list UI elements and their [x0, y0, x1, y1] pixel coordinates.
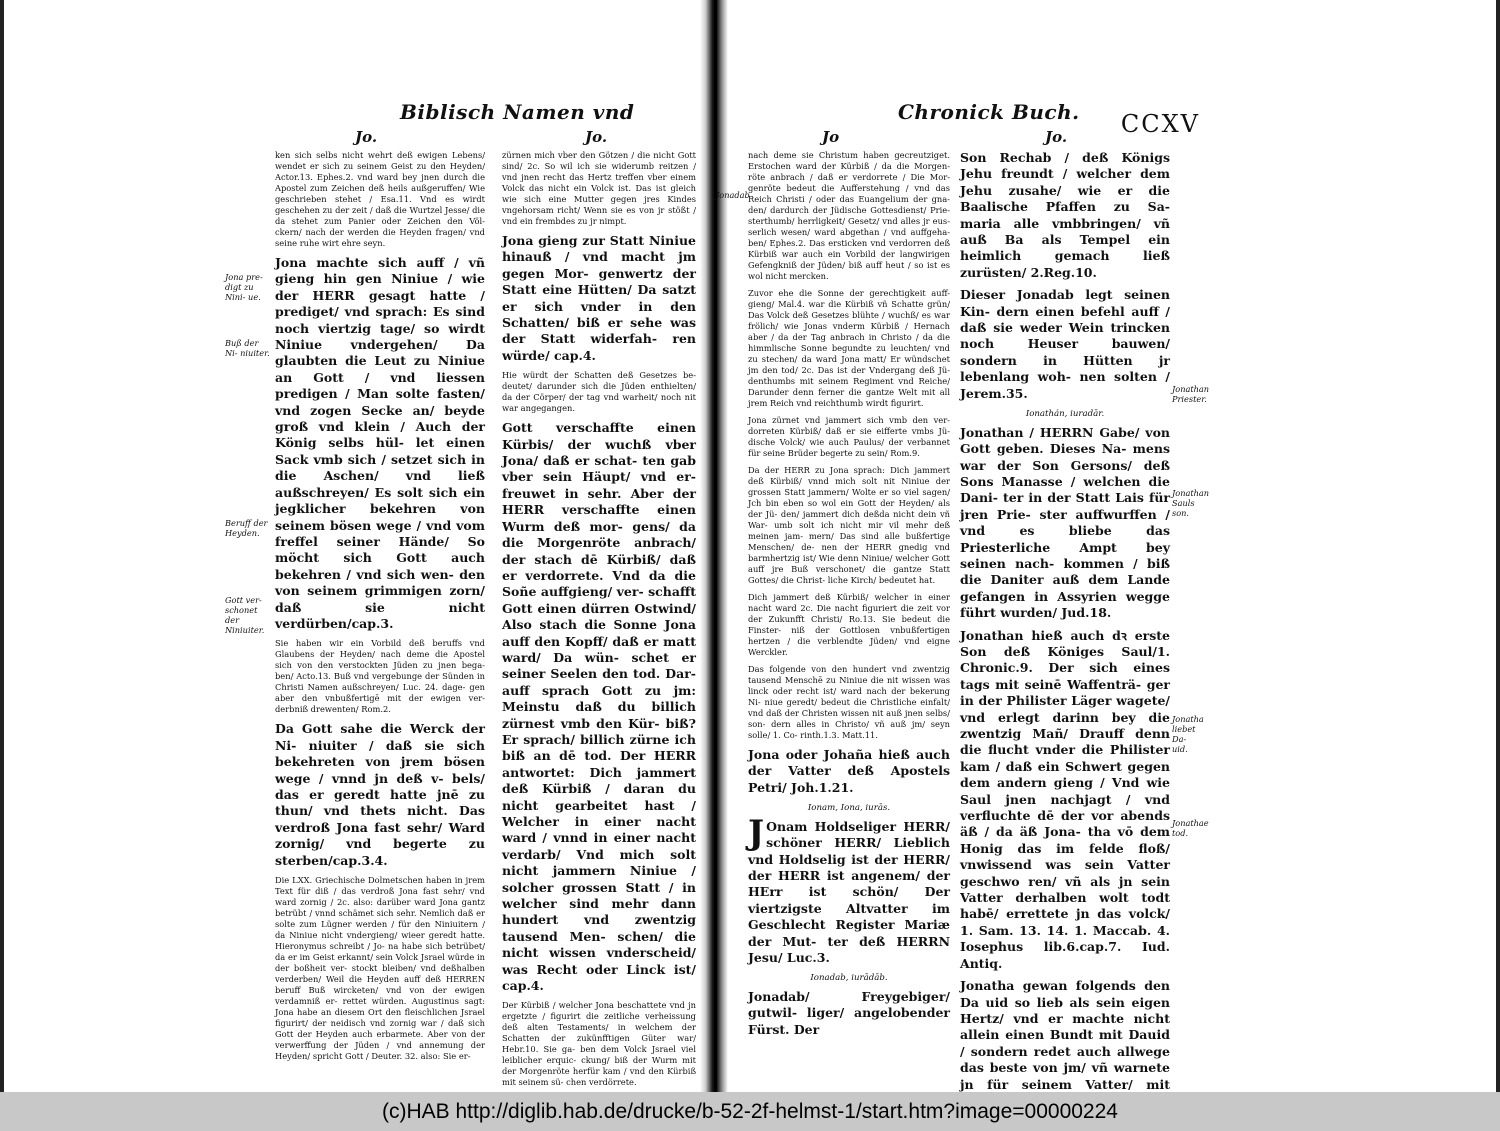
paragraph: Jona gieng zur Statt Niniue hinauß / vnd macht jm gegen Mor- genwertz der Statt eine Hütten/ Da satzt er sich vnder in den Schatten/ biß er sehe was der Statt widerfah- ren würde/ cap.4.: [502, 233, 696, 363]
column-head-left-2: Jo.: [585, 128, 608, 146]
margin-note: Jonathan Priester.: [1172, 384, 1210, 404]
paragraph: Jonathan hieß auch dꝛ erste Son deß Königes Saul/1. Chronic.9. Der sich eines tags mit seinē Waffenträ- ger in der Philister Läger wagete/ vnd erlegt darinn bey die zwentzig Mañ/ Drauff denn die flucht vnder die Philister kam / daß ein Schwert gegen dem andern gieng / Vnd wie Saul jnen nachjagt / vnd verfluchte dē der vor abends äß / da äß Jona- tha vō dem Honig das im felde floß/ vnwissend was sein Vatter geschwo ren/ vñ als jn sein Vatter derhalben wolt todt habē/ errettete jn das volck/ 1. Sam. 13. 14. 1. Maccab. 4. Iosephus lib.6.cap.7. Iud. Antiq.: [960, 627, 1170, 971]
margin-note: Gott ver- schonet der Niniuiter.: [225, 595, 265, 635]
right-page: [716, 0, 1210, 1092]
paragraph: nach deme sie Christum haben gecreutziget. Erstochen ward der Kürbiß / da die Morgen- röte anbrach / daß er verdorrete / Die Mor- genröte bedeut die Aufferstehung / vnd das Reich Christi / oder das Euangelium der gna- den/ dardurch der Jüdische Gottesdienst/ Prie- sterthumb/ herrligkeit/ Gesetz/ vnd alles jr eus- serlich wesen/ ward abgethan / vnd auffgeha- ben/ Ephes.2. Das ersticken vnd verdorren deß Kürbiß war auch ein Vorbild der langwirigen Gefengkniß der Jüden/ biß auff heut / so ist es wol nicht mercken.: [748, 150, 950, 281]
paragraph: Sie haben wir ein Vorbild deß beruffs vnd Glaubens der Heyden/ nach deme die Apostel sich von den verstockten Jüden zu jnen bega- ben/ Acto.13. Buß vnd vergebunge der Sünden in Christi Namen außschreyen/ Luc. 24. dage- gen aber den vnbußfertigē mit der ewigen ver- derbniß drewenten/ Rom.2.: [275, 638, 485, 715]
paragraph: Jona oder Johaña hieß auch der Vatter deß Apostels Petri/ Joh.1.21.: [748, 747, 950, 795]
paragraph: Jonatha gewan folgends den Da uid so lieb als sein eigen Hertz/ vnd er machte nicht allein einen Bundt mit Dauid / sondern redet auch allwege das beste von jm/ vñ warnete jn für seinem Vatter/ mit: [960, 978, 1170, 1092]
drop-cap: J: [748, 812, 765, 853]
entry-heading: Ionathán, iuradār.: [1025, 409, 1105, 420]
entry-heading: Ionadab, iurādāb.: [810, 973, 888, 984]
paragraph: Hie würdt der Schatten deß Gesetzes be- deutet/ darunder sich die Jüden enthielten/ da der Cörper/ der tag vnd warheit/ noch nit war angegangen.: [502, 370, 696, 414]
paragraph: Jonathan / HERRN Gabe/ von Gott geben. Dieses Na- mens war der Son Gersons/ deß Sons Manasse / welchen die Dani- ter in der Statt Lais für jren Prie- ster auffwurffen / vnd es bliebe das Priesterliche Ampt bey seinen nach- kommen / biß die Daniter auß dem Lande gefangen in Assyrien wegge führt wurden/ Jud.18.: [960, 424, 1170, 621]
margin-note: Buß der Ni- niuiter.: [225, 338, 270, 358]
paragraph: [748, 812, 950, 967]
running-head-left: Biblisch Namen vnd: [400, 100, 635, 124]
text-column-left-1: [275, 150, 485, 1068]
copyright-footer: [0, 1092, 1500, 1131]
column-head-left-1: Jo.: [355, 128, 378, 146]
gutter-shadow: [714, 0, 717, 1092]
paragraph-text: Onam Holdseliger HERR/ schöner HERR/ Lieblich vnd Holdselig ist der HERR/ der HERR ist angenem/ der HErr ist schön/ Der viertzigste Altvatter im Geschlecht Register Mariæ der Mut- ter deß HERRN Jesu/ Luc.3.: [748, 818, 950, 966]
text-column-right-1: [748, 150, 950, 1044]
source-citation: (c)HAB http://diglib.hab.de/drucke/b-52-2f-helmst-1/start.htm?image=00000224: [382, 1099, 1118, 1123]
paragraph: Jona zürnet vnd jammert sich vmb den ver- dorreten Kürbiß/ daß er sie eifferte vmbs Jü- dische Volck/ wie auch Paulus/ der verbannet für seine Brüder begerte zu sein/ Rom.9.: [748, 415, 950, 458]
left-page: [200, 0, 700, 1092]
text-column-right-2: [960, 150, 1170, 1092]
margin-note: Jonatha liebet Da- uid.: [1172, 714, 1204, 754]
margin-note: Beruff der Heyden.: [225, 518, 268, 538]
margin-note: Jona pre- digt zu Nini- ue.: [225, 272, 263, 302]
running-head-right: Chronick Buch.: [898, 100, 1080, 124]
margin-note: Jonathae tod.: [1172, 818, 1209, 838]
margin-note: Jonadab: [716, 190, 750, 200]
paragraph: Dich jammert deß Kürbiß/ welcher in einer nacht ward 2c. Die nacht figuriert die zeit vor der Zukunfft Christi/ Ro.13. Sie bedeut die Finster- niß der Gottlosen vnbußfertigen hertzen / die verblendte Jüden/ vnd eigne Werckler.: [748, 592, 950, 657]
scan-edge-right: [1496, 0, 1500, 1092]
paragraph: ken sich selbs nicht wehrt deß ewigen Lebens/ wendet er sich zu seinem Geist zu den Heyden/ Actor.13. Ephes.2. vnd ward bey jnen durch die Apostel zum Zeichen deß heils außgeruffen/ Wie geschrieben stehet / Esa.11. Vnd es wirdt geschehen zu der zeit / daß die Wurtzel Jesse/ die da stehet zum Panier oder Zeichen den Völ- ckern/ nach der werden die Heyden fragen/ vnd seine ruhe wirt ehre seyn.: [275, 150, 485, 248]
paragraph: Gott verschaffte einen Kürbis/ der wuchß vber Jona/ daß er schat- ten gab vber sein Häupt/ vnd er- freuwet in sehr. Aber der HERR verschaffte einen Wurm deß mor- gens/ da die Morgenröte anbrach/ der stach dē Kürbiß/ daß er verdorrete. Vnd da die Soñe auffgieng/ ver- schafft Gott einen dürren Ostwind/ Also stach die Sonne Jona auff den Kopff/ daß er matt ward/ Da wün- schet er seiner Seelen den tod. Dar- auff sprach Gott zu jm: Meinstu daß du billich zürnest vmb den Kür- biß? Er sprach/ billich zürne ich biß an dē tod. Der HERR antwortet: Dich jammert deß Kürbiß / daran du nicht gearbeitet hast / Welcher in einer nacht ward / vnnd in einer nacht verdarb/ Vnd mich solt nicht jammern Niniue / solcher grossen Statt / in welcher sind mehr dann hundert vnd zwentzig tausend Men- schen/ die nicht wissen vnderscheid/ was Recht oder Linck ist/ cap.4.: [502, 420, 696, 994]
paragraph: Da Gott sahe die Werck der Ni- niuiter / daß sie sich bekehreten von jrem bösen wege / vnnd jn deß v- bels/ das er geredt hatte jnē zu thun/ vnd thets nicht. Das verdroß Jona fast sehr/ Ward zornig/ vnd begerte zu sterben/cap.3.4.: [275, 721, 485, 868]
column-head-right-1: Jo: [822, 128, 840, 146]
margin-note: Jonathan Sauls son.: [1172, 488, 1210, 518]
folio-number: CCXV: [1120, 110, 1200, 138]
paragraph: Das folgende von den hundert vnd zwentzig tausend Menschē zu Niniue die nit wissen was linck oder recht ist/ ward nach der bekerung Ni- niue geredt/ bedeut die Christliche einfalt/ vnd daß der Christen wissen nit auß jnen selbs/ son- dern alles in Christo/ vñ auß jm/ seyn solle/ 1. Co- rinth.1.3. Matt.11.: [748, 664, 950, 740]
column-head-right-2: Jo.: [1045, 128, 1068, 146]
paragraph: Da der HERR zu Jona sprach: Dich jammert deß Kürbiß/ vnnd mich solt nit Niniue der grossen Statt jammern/ Wolte er so viel sagen/ Jch bin eben so wol ein Gott der Heyden/ als der Jü- den/ jammert dich deßda nicht dein vñ War- umb solt ich nicht mir vil mehr deß meinen jam- mern/ Das sind alle bußfertige Menschen/ de- nen der HERR gnedig vnd barmhertzig ist/ Wie denn Niniue/ welcher Gott auff jre Buß verschonet/ die gantze Statt Gottes/ die Christ- liche Kirch/ bedeutet hat.: [748, 465, 950, 585]
paragraph: zürnen mich vber den Götzen / die nicht Gott sind/ 2c. So wil ich sie widerumb reitzen / vnd jnen recht das Hertz treffen vber einem Volck das nicht ein Volck ist. Das ist gleich wie sich eine Mutter gegen jres Kindes vngehorsam richt/ Wenn sie es von jr stößt / vnd ein frembdes zu jr nimpt.: [502, 150, 696, 226]
paragraph: Jona machte sich auff / vñ gieng hin gen Niniue / wie der HERR gesagt hatte / prediget/ vnd sprach: Es sind noch viertzig tage/ so wirdt Niniue vndergehen/ Da glaubten die Leut zu Niniue an Gott / vnd liessen predigen / Man solte fasten/ vnd zogen Secke an/ beyde groß vnd klein / Auch der König selbs hül- let einen Sack vmb sich / setzet sich in die Aschen/ vnd ließ außschreyen/ Es solt sich ein jegklicher bekehren von seinem bösen wege / vnd vom freffel seiner Hände/ So möcht sich Gott auch bekehren / vnd sich wen- den von seinem grimmigen zorn/ daß sie nicht verdürben/cap.3.: [275, 255, 485, 631]
paragraph: Jonadab/ Freygebiger/ gutwil- liger/ angelobender Fürst. Der: [748, 989, 950, 1037]
paragraph: Son Rechab / deß Königs Jehu freundt / welcher dem Jehu zusahe/ wie er die Baalische Pfaffen zu Sa- maria alle vmbbringen/ vñ auß Ba als Tempel ein heimlich gemach ließ zurüsten/ 2.Reg.10.: [960, 150, 1170, 280]
paragraph: Die LXX. Griechische Dolmetschen haben in jrem Text für diß / das verdroß Jona fast sehr/ vnd ward zornig / 2c. also: darüber ward Jona gantz betrübt / vnnd schämet sich sehr. Nemlich daß er solte zum Lügner werden / für den Niniuitern / da Niniue nicht vndergieng/ wieer geredt hatte. Hieronymus schreibt / Jo- na habe sich betrübet/ da er im Geist erkannt/ sein Volck Jsrael würde in der boßheit ver- stockt bleiben/ vnd deßhalben verderben/ Weil die Heyden auff deß HERREN beruff Buß wircketen/ vnd von der ewigen verdamniß er- rettet würden. Augustinus sagt: Jona habe an diesem Ort den fleischlichen Jsrael figurirt/ der neidisch vnd zornig war / daß sich Gott der Heyden auch erbarmete. Aber von der verwerffung der Jüden / vnd annemung der Heyden/ spricht Gott / Deuter. 32. also: Sie er-: [275, 875, 485, 1061]
paragraph: Dieser Jonadab legt seinen Kin- dern einen befehl auff / daß sie weder Wein trincken noch Heuser bauwen/ sondern in Hütten jr lebenlang woh- nen solten / Jerem.35.: [960, 287, 1170, 401]
paragraph: Der Kürbiß / welcher Jona beschattete vnd jn ergetzte / figurirt die zeitliche verheissung deß alten Testaments/ in welchem der Schatten der zukünfftigen Güter war/ Hebr.10. Sie ga- ben dem Volck Jsrael viel leiblicher erquic- ckung/ biß der Wurm mit der Morgenröte herfür kam / vnd den Kürbiß mit seinem sü- chen verdörrete.: [502, 1000, 696, 1088]
entry-heading: Ionam, Iona, iurās.: [807, 803, 891, 814]
text-column-left-2: [502, 150, 696, 1092]
scan-edge-left: [0, 0, 4, 1092]
paragraph: Zuvor ehe die Sonne der gerechtigkeit auff- gieng/ Mal.4. war die Kürbiß vñ Schatte grün/ Das Volck deß Gesetzes blühte / wuchß/ es war frölich/ wie Jonas vnderm Kürbiß / Hernach aber / da der Tag anbrach in Christo / da die himmlische Sonne begundte zu leuchten/ vnd zu stechen/ da ward Jona matt/ Er wündschet jm den tod/ 2c. Das ist der Vndergang deß Jü- denthumbs mit seinem Regiment vnd Reiche/ Darunder denn ferner die gantze Welt mit all jrem Reich vnd reichthumb wirdt figurirt.: [748, 288, 950, 408]
